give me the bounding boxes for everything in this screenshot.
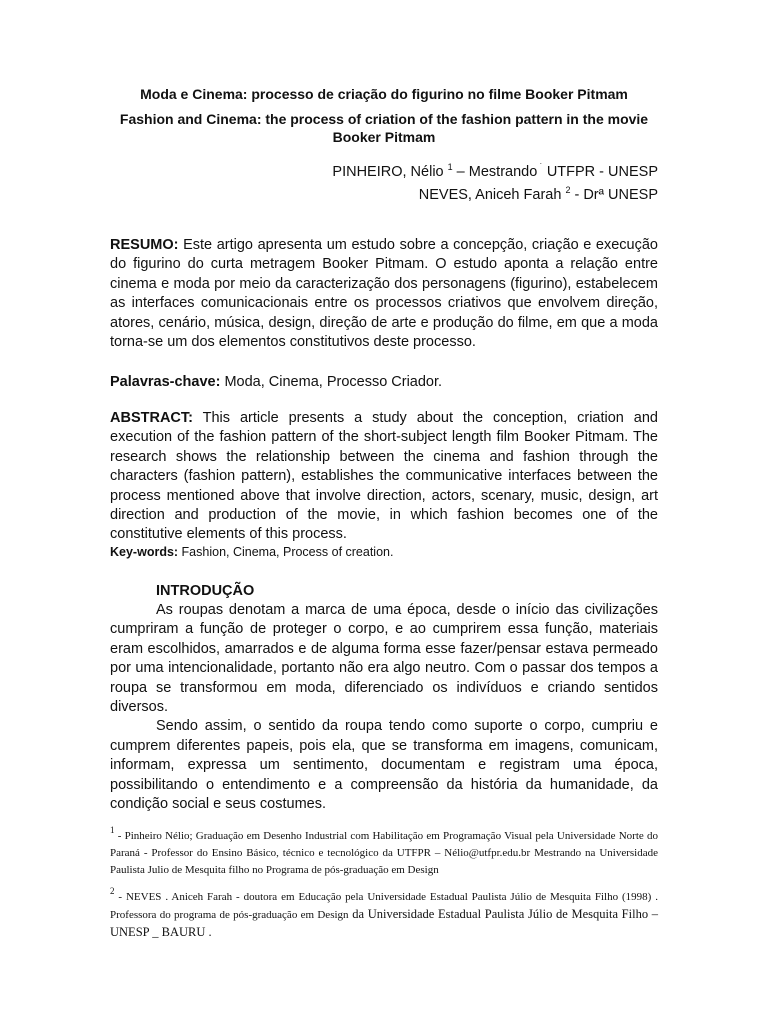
abstract-text: This article presents a study about the conception, criation and execution of the fashion pattern of the short-subject length film Booker Pitmam. The research shows the relationship between the cinema and fashion through the characters (fashion pattern), establishes the communicative interfaces between the process mentioned above that involve direction, actors, scenary, music, design, art direction and production of the movie, in which fashion becomes one of the constitutive elements of this process. xyxy=(110,410,658,543)
palavras-chave xyxy=(110,373,442,392)
author-2-name: NEVES, Aniceh Farah xyxy=(418,187,566,203)
author-1-affiliation: – Mestrando xyxy=(452,164,538,180)
title-english: Fashion and Cinema: the process of criation of the fashion pattern in the movie Booker Pitmam xyxy=(119,111,649,145)
author-2-affiliation: - Drª UNESP xyxy=(570,187,658,203)
author-2-footnote-ref: 2 xyxy=(565,185,571,195)
resumo-paragraph xyxy=(110,236,658,352)
resumo-label: RESUMO: xyxy=(110,237,179,253)
author-1-institutions: UTFPR - UNESP xyxy=(542,164,658,180)
intro-paragraph-1: As roupas denotam a marca de uma época, desde o início das civilizações cumpriram a função de proteger o corpo, e ao cumprirem essa função, materiais eram escolhidos, amarrados e de alguma forma esse fazer/pensar estava permeado por uma intencionalidade, portanto não era algo neutro. Com o passar dos tempos a roupa se transformou em moda, diferenciado os indivíduos e criando sentidos diversos. xyxy=(110,602,658,716)
key-words xyxy=(110,544,393,561)
author-1-mark: ˙ xyxy=(537,162,543,172)
footnote-2 xyxy=(110,886,659,942)
footnote-2-text: - NEVES . Aniceh Farah - doutora em Educação pela Universidade Estadual Paulista Júlio de Mesquita Filho (1998) . Professora do programa de pós-graduação em Design xyxy=(110,891,658,921)
abstract-paragraph xyxy=(110,409,658,545)
resumo-text: Este artigo apresenta um estudo sobre a concepção, criação e execução do figurino do curta metragem Booker Pitmam. O estudo aponta a relação entre cinema e moda por meio da caracterização dos personagens (figurino), estabelecem as interfaces comunicacionais entre os processos criativos que envolvem direção, atores, cenário, música, design, direção de arte e produção do filme, em que a moda torna-se um dos elementos constitutivos deste processo. xyxy=(110,237,658,351)
introducao-body xyxy=(110,601,658,814)
key-words-label: Key-words: xyxy=(110,545,179,559)
palavras-chave-label: Palavras-chave: xyxy=(110,374,221,390)
footnote-1-text: - Pinheiro Nélio; Graduação em Desenho Industrial com Habilitação em Programação Visual pela Universidade Norte do Paraná - Professor do Ensino Básico, técnico e tecnológico da UTFPR – Nélio@utfpr.edu.br Mestrando na Universidade Paulista Julio de Mesquita filho no Programa de pós-graduação em Design xyxy=(110,830,658,876)
footnote-2-text-continued: da Universidade Estadual Paulista Júlio de Mesquita Filho – UNESP _ BAURU . xyxy=(110,907,659,939)
author-1-name: PINHEIRO, Nélio xyxy=(332,164,448,180)
key-words-text: Fashion, Cinema, Process of creation. xyxy=(178,545,394,559)
intro-paragraph-2: Sendo assim, o sentido da roupa tendo como suporte o corpo, cumpriu e cumprem diferentes papeis, pois ela, que se transforma em imagens, comunicam, informam, expressa um sentimento, documentam e registram uma época, possibilitando o entendimento e a compreensão da história da humanidade, da condição social e seus costumes. xyxy=(110,718,658,813)
palavras-chave-text: Moda, Cinema, Processo Criador. xyxy=(220,374,443,390)
introducao-heading: INTRODUÇÃO xyxy=(156,583,255,599)
footnote-1-number: 1 xyxy=(110,825,115,835)
footnote-2-number: 2 xyxy=(110,886,115,896)
footnote-1 xyxy=(110,825,658,879)
author-2 xyxy=(419,186,658,204)
author-1-footnote-ref: 1 xyxy=(447,162,453,172)
author-1 xyxy=(332,163,658,181)
abstract-label: ABSTRACT: xyxy=(110,410,193,426)
title-portuguese: Moda e Cinema: processo de criação do figurino no filme Booker Pitmam xyxy=(140,86,628,102)
